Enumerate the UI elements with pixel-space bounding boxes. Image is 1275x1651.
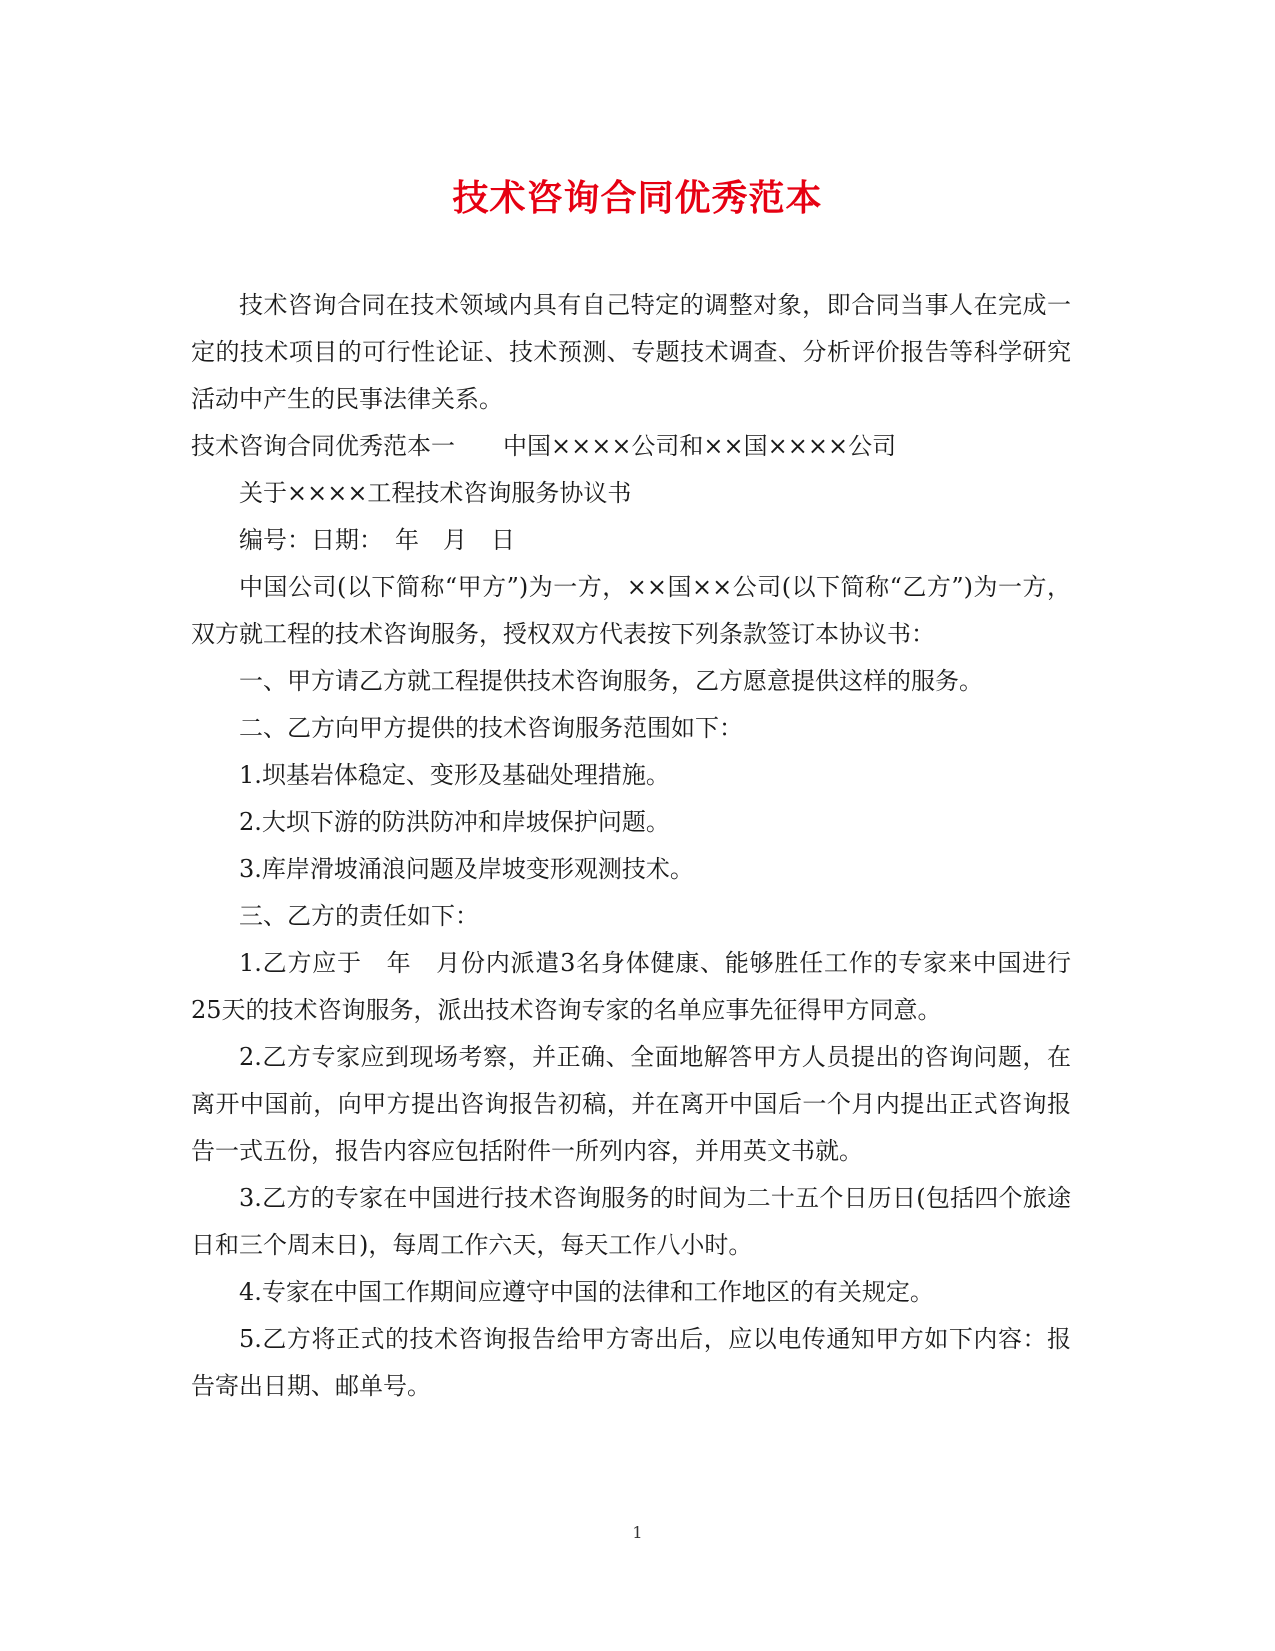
clause-2: 二、乙方向甲方提供的技术咨询服务范围如下： [239, 714, 743, 742]
agreement-title-line: 关于××××工程技术咨询服务协议书 [239, 479, 632, 507]
clause-2-item-2: 2.大坝下游的防洪防冲和岸坡保护问题。 [239, 808, 670, 836]
clause-3-item-2: 2.乙方专家应到现场考察，并正确、全面地解答甲方人员提出的咨询问题，在离开中国前，向甲方提出咨询报告初稿，并在离开中国后一个月内提出正式咨询报告一式五份，报告内容应包括附件一所列内容，并用英文书就。 [191, 1043, 1071, 1165]
clause-3: 三、乙方的责任如下： [239, 902, 479, 930]
number-date-line: 编号：日期： 年 月 日 [239, 526, 515, 554]
clause-3-item-4: 4.专家在中国工作期间应遵守中国的法律和工作地区的有关规定。 [239, 1278, 934, 1306]
intro-paragraph: 技术咨询合同在技术领域内具有自己特定的调整对象，即合同当事人在完成一定的技术项目的可行性论证、技术预测、专题技术调查、分析评价报告等科学研究活动中产生的民事法律关系。 [191, 291, 1071, 413]
clause-2-item-1: 1.坝基岩体稳定、变形及基础处理措施。 [239, 761, 670, 789]
document-body [191, 282, 1071, 1410]
parties-paragraph: 中国公司(以下简称“甲方”)为一方，××国××公司(以下简称“乙方”)为一方，双方就工程的技术咨询服务，授权双方代表按下列条款签订本协议书： [191, 573, 1071, 648]
clause-2-item-3: 3.库岸滑坡涌浪问题及岸坡变形观测技术。 [239, 855, 694, 883]
clause-3-item-3: 3.乙方的专家在中国进行技术咨询服务的时间为二十五个日历日(包括四个旅途日和三个周末日)，每周工作六天，每天工作八小时。 [191, 1184, 1071, 1259]
clause-3-item-1: 1.乙方应于 年 月份内派遣3名身体健康、能够胜任工作的专家来中国进行25天的技术咨询服务，派出技术咨询专家的名单应事先征得甲方同意。 [191, 949, 1071, 1024]
page-number: 1 [632, 1523, 643, 1542]
clause-1: 一、甲方请乙方就工程提供技术咨询服务，乙方愿意提供这样的服务。 [239, 667, 983, 695]
clause-3-item-5: 5.乙方将正式的技术咨询报告给甲方寄出后，应以电传通知甲方如下内容：报告寄出日期、邮单号。 [191, 1325, 1071, 1400]
document-title: 技术咨询合同优秀范本 [452, 177, 823, 219]
sample-heading-line: 技术咨询合同优秀范本一 中国××××公司和××国××××公司 [191, 432, 897, 460]
